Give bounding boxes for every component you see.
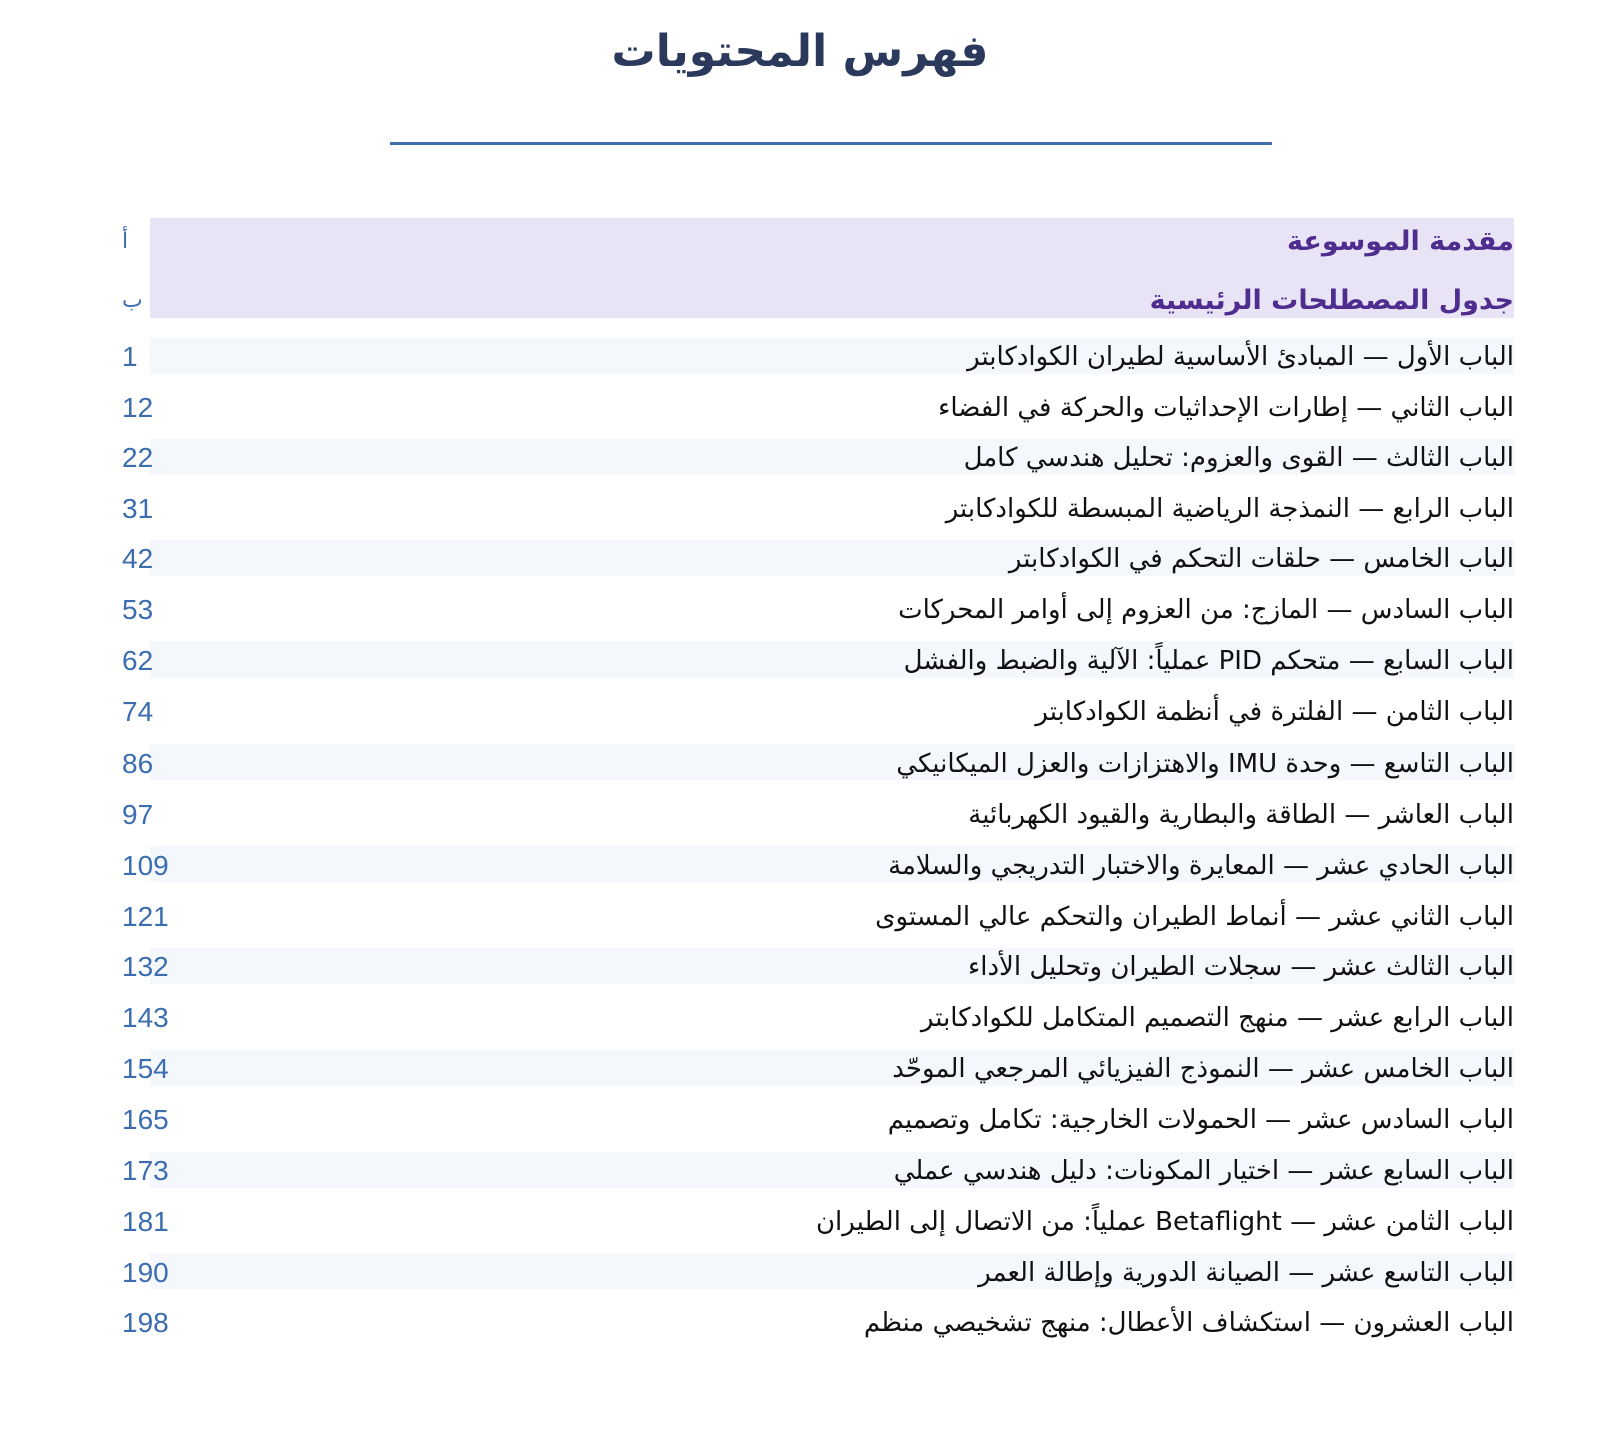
toc-entry-page: 86 — [122, 748, 154, 779]
toc-entry-label: الباب السابع عشر — اختيار المكونات: دليل هندسي عملي — [893, 1156, 1514, 1186]
toc-entry-label: الباب التاسع عشر — الصيانة الدورية وإطالة العمر — [978, 1258, 1514, 1288]
toc-entry-page: 1 — [122, 341, 138, 372]
toc-entry-page: 31 — [122, 493, 154, 524]
toc-entry-page: 154 — [122, 1053, 169, 1084]
toc-entry-page: 12 — [122, 392, 154, 423]
toc-entry-page: أ — [122, 229, 129, 254]
toc-entry-page: 53 — [122, 594, 154, 625]
toc-entry-page: ب — [122, 288, 143, 313]
toc-entry-page: 143 — [122, 1002, 169, 1033]
toc-entry-page: 190 — [122, 1257, 169, 1288]
toc-entry-label: الباب العشرون — استكشاف الأعطال: منهج تشخيصي منظم — [863, 1308, 1514, 1338]
toc-entry-page: 62 — [122, 645, 154, 676]
toc-entry-label: الباب الرابع عشر — منهج التصميم المتكامل للكوادكابتر — [920, 1003, 1514, 1033]
toc-entry-page: 42 — [122, 543, 154, 574]
toc-entry-label: الباب العاشر — الطاقة والبطارية والقيود الكهربائية — [968, 800, 1514, 830]
toc-entry-label: الباب الحادي عشر — المعايرة والاختبار التدريجي والسلامة — [888, 851, 1514, 881]
toc-entry-page: 121 — [122, 901, 169, 932]
page-title: فهرس المحتويات — [611, 26, 989, 77]
toc-entry-label: الباب الثاني عشر — أنماط الطيران والتحكم عالي المستوى — [875, 902, 1514, 932]
toc-entry-page: 74 — [122, 696, 154, 727]
toc-entry-label: الباب الخامس عشر — النموذج الفيزيائي المرجعي الموحّد — [892, 1054, 1514, 1084]
toc-entry-label: مقدمة الموسوعة — [1287, 226, 1514, 257]
toc-entry-page: 22 — [122, 442, 154, 473]
toc-entry-label: الباب الثاني — إطارات الإحداثيات والحركة في الفضاء — [938, 393, 1514, 423]
toc-entry-label: الباب الثالث — القوى والعزوم: تحليل هندسي كامل — [963, 443, 1514, 473]
toc-entry-label: الباب الثامن — الفلترة في أنظمة الكوادكابتر — [1035, 697, 1514, 727]
toc-entry-label: الباب الثالث عشر — سجلات الطيران وتحليل الأداء — [968, 952, 1514, 982]
toc-entry-label: الباب السادس عشر — الحمولات الخارجية: تكامل وتصميم — [887, 1105, 1514, 1135]
toc-entry-label: الباب الخامس — حلقات التحكم في الكوادكابتر — [1008, 544, 1514, 574]
toc-entry-page: 173 — [122, 1155, 169, 1186]
toc-entry-page: 181 — [122, 1206, 169, 1237]
toc-entry-page: 198 — [122, 1307, 169, 1338]
toc-entry-label: الباب الأول — المبادئ الأساسية لطيران الكوادكابتر — [967, 342, 1514, 372]
toc-entry-page: 165 — [122, 1104, 169, 1135]
toc-entry-label: الباب التاسع — وحدة IMU والاهتزازات والعزل الميكانيكي — [896, 749, 1514, 779]
toc-entry-page: 109 — [122, 850, 169, 881]
toc-entry-page: 97 — [122, 799, 154, 830]
toc-entry-label: الباب الرابع — النمذجة الرياضية المبسطة للكوادكابتر — [945, 494, 1514, 524]
toc-entry-label: الباب السادس — المازج: من العزوم إلى أوامر المحركات — [898, 595, 1514, 625]
toc-entry-label: الباب الثامن عشر — Betaflight عملياً: من الاتصال إلى الطيران — [815, 1207, 1514, 1237]
toc-entry-label: الباب السابع — متحكم PID عملياً: الآلية والضبط والفشل — [903, 646, 1514, 676]
toc-entry-page: 132 — [122, 951, 169, 982]
toc-entry-label: جدول المصطلحات الرئيسية — [1149, 285, 1514, 316]
